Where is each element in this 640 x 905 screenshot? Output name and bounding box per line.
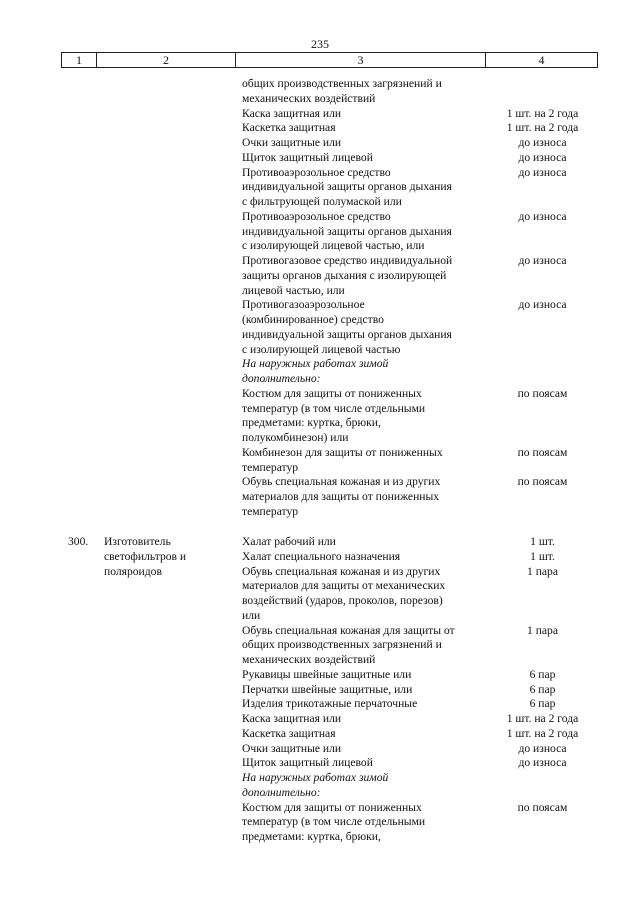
- item-line: Костюм для защиты от пониженных: [242, 386, 422, 400]
- item-name: [242, 668, 492, 683]
- profession-line: светофильтров и: [104, 549, 187, 563]
- column-header-3: 3: [236, 53, 486, 67]
- item-line: На наружных работах зимой: [242, 771, 389, 784]
- item-quantity: по поясам: [517, 475, 568, 489]
- item-line: Обувь специальная кожаная и из других: [242, 475, 441, 489]
- item-name: [242, 801, 492, 845]
- item-name: [242, 624, 492, 668]
- item-row: [0, 550, 640, 565]
- item-line: Обувь специальная кожаная и из других: [242, 564, 441, 578]
- item-line: индивидуальной защиты органов дыхания: [242, 327, 452, 341]
- item-line: Щиток защитный лицевой: [242, 150, 373, 164]
- item-row: [0, 254, 640, 298]
- page-number: 235: [311, 37, 329, 51]
- item-row: [0, 210, 640, 254]
- item-name: [242, 756, 492, 771]
- item-line: общих производственных загрязнений и: [242, 77, 442, 90]
- item-name: [242, 712, 492, 727]
- item-line: Каскетка защитная: [242, 726, 336, 740]
- item-line: Каскетка защитная: [242, 121, 336, 135]
- item-quantity: 1 шт. на 2 года: [506, 712, 579, 725]
- item-row: [0, 121, 640, 136]
- item-row: [0, 727, 640, 742]
- item-line: механических воздействий: [242, 653, 376, 666]
- column-header-2: 2: [97, 53, 236, 67]
- item-line: полукомбинезон) или: [242, 431, 349, 444]
- item-name: [242, 550, 492, 565]
- item-quantity: 6 пар: [529, 697, 556, 711]
- item-line: защиты органов дыхания с изолирующей: [242, 268, 447, 282]
- item-quantity: 1 пара: [527, 623, 558, 637]
- item-row: [0, 771, 640, 801]
- item-row: [0, 801, 640, 845]
- item-line: Костюм для защиты от пониженных: [242, 800, 422, 814]
- item-quantity: до износа: [518, 756, 567, 770]
- item-line: Каска защитная или: [242, 712, 342, 725]
- item-line: предметами: куртка, брюки,: [242, 416, 381, 430]
- item-row: [0, 742, 640, 757]
- item-row: [0, 166, 640, 210]
- item-quantity: до износа: [518, 254, 567, 267]
- item-row: [0, 756, 640, 771]
- item-quantity: до износа: [518, 741, 567, 755]
- item-line: общих производственных загрязнений и: [242, 638, 442, 652]
- item-quantity: 6 пар: [529, 682, 556, 696]
- item-line: с изолирующей лицевой частью: [242, 342, 401, 356]
- subheading: [242, 357, 492, 387]
- item-line: лицевой частью, или: [242, 283, 345, 297]
- item-name: [242, 727, 492, 742]
- item-quantity: до износа: [518, 150, 567, 164]
- item-name: [242, 565, 492, 624]
- item-name: [242, 107, 492, 122]
- item-line: Противогазоаэрозольное: [242, 298, 365, 312]
- item-line: Противогазовое средство индивидуальной: [242, 254, 453, 267]
- item-line: индивидуальной защиты органов дыхания: [242, 180, 452, 194]
- item-line: материалов для защиты от пониженных: [242, 490, 440, 503]
- table-header: [61, 52, 598, 68]
- item-row: [0, 387, 640, 446]
- item-name: [242, 535, 492, 550]
- item-name: [242, 683, 492, 698]
- item-line: Перчатки швейные защитные, или: [242, 682, 413, 696]
- column-header-4: 4: [538, 53, 545, 67]
- item-row: [0, 697, 640, 712]
- item-line: индивидуальной защиты органов дыхания: [242, 224, 452, 238]
- item-quantity: 1 пара: [527, 564, 558, 578]
- entry-number: 300.: [68, 535, 89, 548]
- item-quantity: до износа: [518, 165, 567, 179]
- item-quantity: до износа: [518, 136, 567, 149]
- item-row: [0, 535, 640, 550]
- item-line: Рукавицы швейные защитные или: [242, 667, 412, 681]
- item-line: температур (в том числе отдельными: [242, 401, 426, 415]
- item-name: [242, 77, 492, 107]
- item-quantity: 1 шт. на 2 года: [506, 106, 579, 120]
- item-quantity: 1 шт. на 2 года: [506, 726, 579, 740]
- subheading: [242, 771, 492, 801]
- item-line: с фильтрующей полумаской или: [242, 195, 402, 208]
- item-row: [0, 357, 640, 387]
- item-quantity: 1 шт. на 2 года: [506, 121, 579, 135]
- item-line: Очки защитные или: [242, 741, 342, 755]
- item-line: предметами: куртка, брюки,: [242, 830, 381, 843]
- item-name: [242, 387, 492, 446]
- item-line: механических воздействий: [242, 91, 376, 105]
- item-line: дополнительно:: [242, 372, 321, 385]
- item-name: [242, 475, 492, 519]
- item-line: Противоаэрозольное средство: [242, 165, 391, 179]
- item-row: [0, 107, 640, 122]
- item-line: Изделия трикотажные перчаточные: [242, 697, 418, 711]
- item-line: Халат рабочий или: [242, 535, 336, 548]
- item-quantity: 1 шт.: [530, 535, 555, 548]
- item-quantity: по поясам: [517, 800, 568, 814]
- item-line: Очки защитные или: [242, 136, 342, 149]
- profession-line: поляроидов: [104, 564, 162, 578]
- item-line: дополнительно:: [242, 785, 321, 799]
- item-line: Комбинезон для защиты от пониженных: [242, 445, 443, 459]
- item-line: Халат специального назначения: [242, 549, 401, 563]
- item-row: [0, 565, 640, 624]
- item-row: [0, 151, 640, 166]
- item-line: (комбинированное) средство: [242, 313, 384, 326]
- item-line: или: [242, 608, 261, 622]
- item-quantity: до износа: [518, 298, 567, 312]
- item-line: Обувь специальная кожаная для защиты от: [242, 623, 455, 637]
- item-line: Щиток защитный лицевой: [242, 756, 373, 770]
- item-line: На наружных работах зимой: [242, 357, 389, 371]
- item-row: [0, 712, 640, 727]
- profession-line: Изготовитель: [104, 535, 171, 548]
- item-line: температур: [242, 504, 299, 518]
- item-name: [242, 697, 492, 712]
- item-name: [242, 166, 492, 210]
- item-quantity: по поясам: [517, 445, 568, 459]
- item-quantity: по поясам: [517, 386, 568, 400]
- item-row: [0, 668, 640, 683]
- item-name: [242, 121, 492, 136]
- item-name: [242, 446, 492, 476]
- item-quantity: до износа: [518, 209, 567, 223]
- item-quantity: 1 шт.: [530, 549, 555, 563]
- item-line: температур: [242, 460, 299, 474]
- item-line: воздействий (ударов, проколов, порезов): [242, 594, 443, 607]
- item-name: [242, 151, 492, 166]
- item-name: [242, 254, 492, 298]
- item-row: [0, 624, 640, 668]
- item-quantity: 6 пар: [529, 667, 556, 681]
- item-name: [242, 298, 492, 357]
- item-line: с изолирующей лицевой частью, или: [242, 239, 425, 253]
- item-line: материалов для защиты от механических: [242, 579, 446, 593]
- column-header-1: 1: [62, 53, 97, 67]
- item-line: Противоаэрозольное средство: [242, 209, 391, 223]
- item-row: [0, 475, 640, 519]
- item-row: [0, 446, 640, 476]
- item-row: [0, 298, 640, 357]
- item-row: [0, 683, 640, 698]
- item-name: [242, 136, 492, 151]
- item-name: [242, 210, 492, 254]
- item-line: Каска защитная или: [242, 106, 342, 120]
- item-line: температур (в том числе отдельными: [242, 815, 426, 829]
- item-row: [0, 77, 640, 107]
- item-row: [0, 136, 640, 151]
- item-name: [242, 742, 492, 757]
